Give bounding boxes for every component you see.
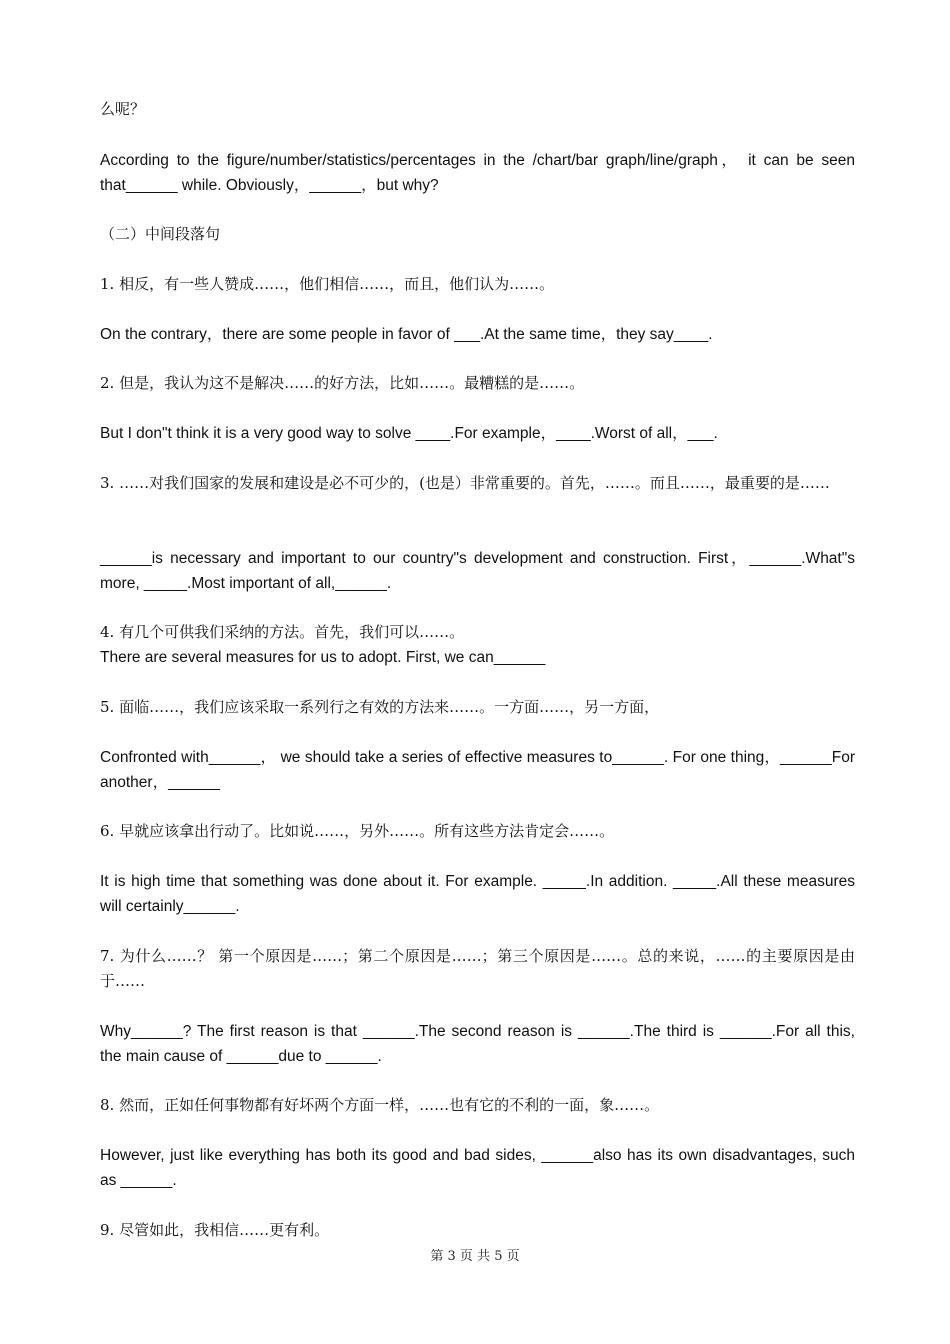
paragraph-item-6-en: It is high time that something was done about it. For example. _____.In addition. _____.All these measures will certainly______. <box>100 873 855 915</box>
paragraph-item-4-en: There are several measures for us to adopt. First, we can______ <box>100 649 546 666</box>
paragraph-item-6-zh: 6. 早就应该拿出行动了。比如说……，另外……。所有这些方法肯定会……。 <box>100 822 615 840</box>
paragraph-item-9-zh: 9. 尽管如此，我相信……更有利。 <box>100 1221 330 1239</box>
paragraph-item-1-en: On the contrary，there are some people in favor of ___.At the same time，they say____. <box>100 326 713 343</box>
paragraph-continuation: 么呢？ <box>100 100 146 118</box>
paragraph-chart-intro-en: According to the figure/number/statistics/percentages in the /chart/bar graph/line/graph， it can be seen that______ while. Obviously，______，but why? <box>100 152 855 194</box>
paragraph-item-2-zh: 2. 但是，我认为这不是解决……的好方法，比如……。最糟糕的是……。 <box>100 374 585 392</box>
paragraph-item-3-en: ______is necessary and important to our country"s development and construction. First，______.What"s more, _____.Most important of all,______. <box>100 550 855 592</box>
paragraph-item-7-zh: 7. 为什么……？ 第一个原因是……；第二个原因是……；第三个原因是……。总的来说，……的主要原因是由于…… <box>100 947 855 990</box>
paragraph-item-8-en: However, just like everything has both its good and bad sides, ______also has its own disadvantages, such as ______. <box>100 1147 855 1189</box>
paragraph-item-3-zh: 3. ……对我们国家的发展和建设是必不可少的，(也是）非常重要的。首先，……。而且……，最重要的是…… <box>100 474 830 492</box>
paragraph-item-1-zh: 1. 相反，有一些人赞成……，他们相信……，而且，他们认为……。 <box>100 275 555 293</box>
paragraph-item-2-en: But I don"t think it is a very good way to solve ____.For example，____.Worst of all，___. <box>100 425 718 442</box>
section-heading-middle: （二）中间段落句 <box>100 225 221 243</box>
paragraph-item-5-zh: 5. 面临……，我们应该采取一系列行之有效的方法来……。一方面……，另一方面， <box>100 698 660 716</box>
paragraph-item-7-en: Why______? The first reason is that ______.The second reason is ______.The third is ______.For all this, the main cause of ______due to ______. <box>100 1023 855 1065</box>
paragraph-item-4-zh: 4. 有几个可供我们采纳的方法。首先，我们可以……。 <box>100 623 465 641</box>
paragraph-item-8-zh: 8. 然而，正如任何事物都有好坏两个方面一样，……也有它的不利的一面，象……。 <box>100 1096 660 1114</box>
paragraph-item-5-en: Confronted with______， we should take a series of effective measures to______. For one thing，______For another，______ <box>100 749 855 791</box>
page-footer: 第 3 页 共 5 页 <box>430 1249 520 1264</box>
